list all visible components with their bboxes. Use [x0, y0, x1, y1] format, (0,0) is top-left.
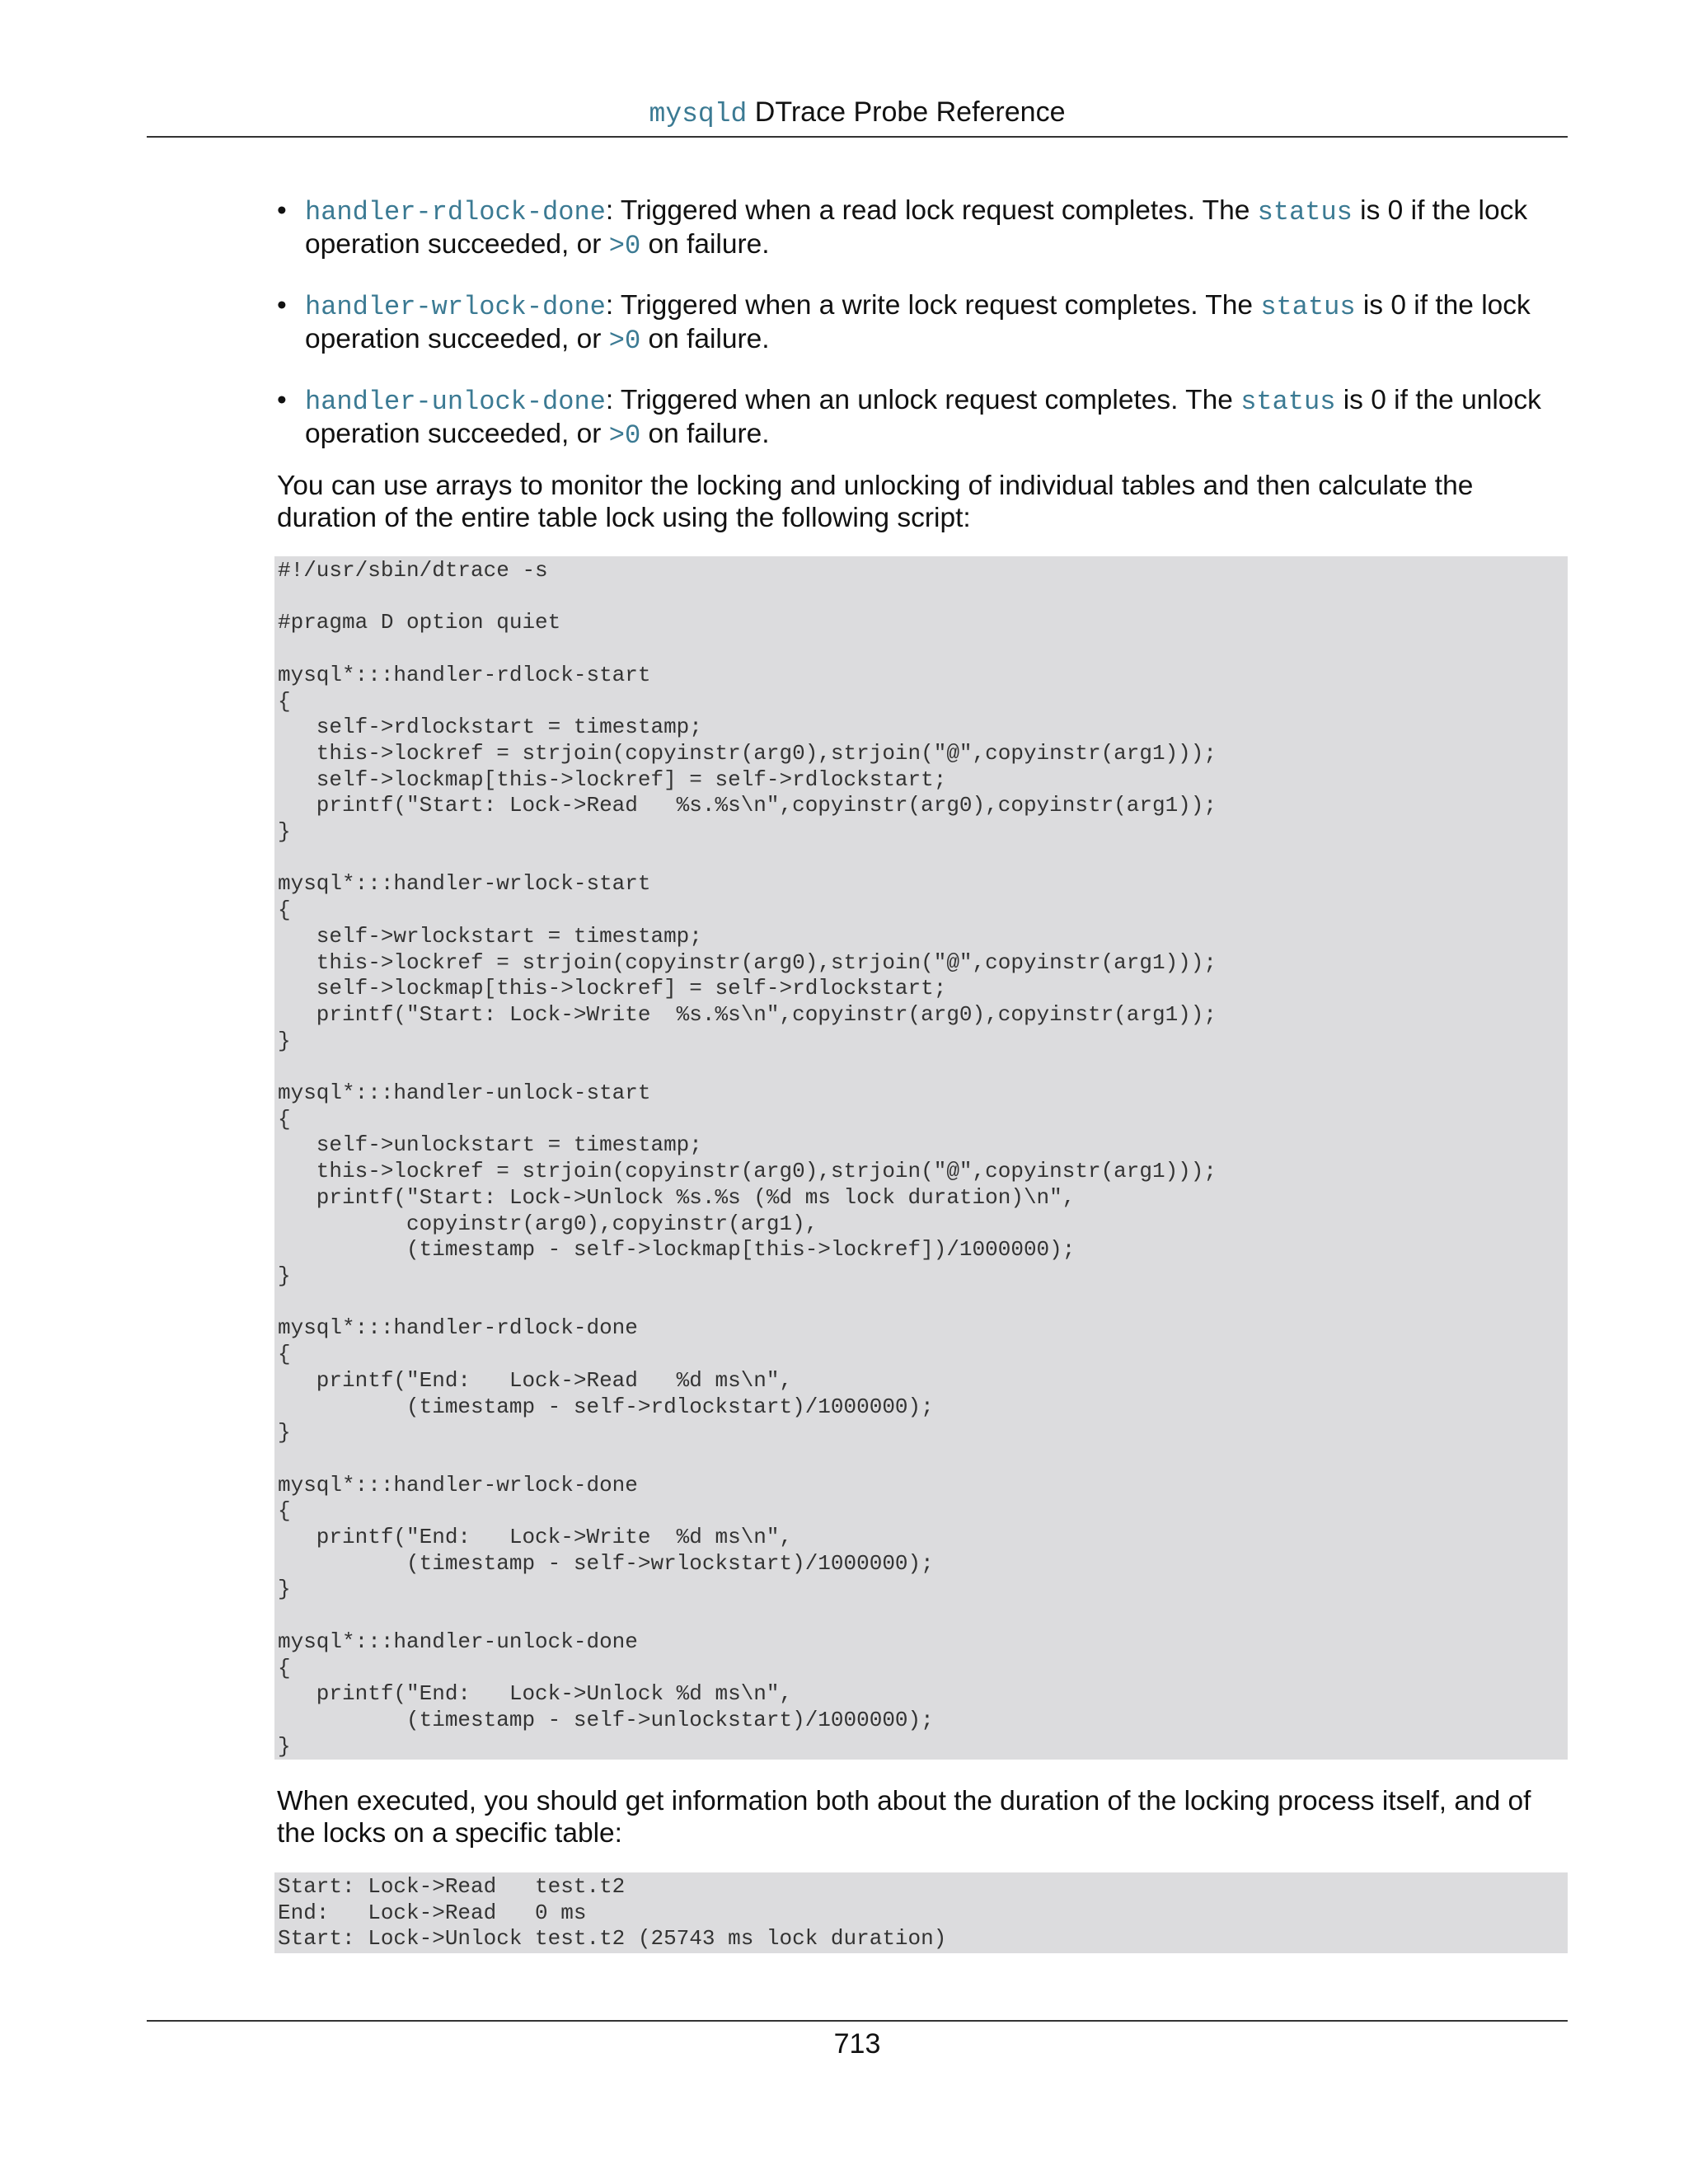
header-rule	[147, 136, 1568, 138]
probe-bullet-list	[277, 194, 1571, 479]
output-paragraph: When executed, you should get information both about the duration of the locking process itself, and of the locks on a specific table:	[277, 1786, 1531, 1849]
code-term: >0	[608, 420, 641, 451]
probe-name-link[interactable]: handler-wrlock-done	[305, 292, 606, 322]
bullet-text: : Triggered when an unlock request completes. The	[605, 385, 1241, 415]
intro-paragraph: You can use arrays to monitor the locking and unlocking of individual tables and then calculate the duration of the entire table lock using the following script:	[277, 471, 1474, 533]
probe-name-link[interactable]: handler-rdlock-done	[305, 197, 606, 227]
sample-output-code-block: Start: Lock->Read test.t2 End: Lock->Read 0 ms Start: Lock->Unlock test.t2 (25743 ms lock duration)	[274, 1872, 1568, 1953]
page-header	[147, 94, 1568, 133]
bullet-text: is 0 if the lock operation succeeded, or	[305, 195, 1528, 260]
bullet-text: : Triggered when a read lock request completes. The	[605, 195, 1258, 226]
bullet-text: on failure.	[640, 229, 770, 260]
header-title: DTrace Probe Reference	[747, 96, 1066, 128]
footer-rule	[147, 2020, 1568, 2022]
header-code-term: mysqld	[649, 99, 748, 129]
code-term: status	[1260, 292, 1356, 322]
code-term: >0	[608, 326, 641, 356]
page-number: 713	[833, 2028, 881, 2060]
code-term: status	[1257, 197, 1353, 227]
list-item	[277, 384, 1571, 452]
probe-name-link[interactable]: handler-unlock-done	[305, 387, 606, 417]
bullet-icon: •	[277, 385, 287, 415]
list-item	[277, 194, 1571, 262]
code-term: >0	[608, 231, 641, 261]
dtrace-script-code-block: #!/usr/sbin/dtrace -s #pragma D option quiet mysql*:::handler-rdlock-start { self->rdlockstart = timestamp; this->lockref = strjoin(copyinstr(arg0),strjoin("@",copyinstr(arg1))); self->lockmap[this->lockref] = self->rdlockstart; printf("Start: Lock->Read %s.%s\n",copyinstr(arg0),copyinstr(arg1)); } mysql*:::handler-wrlock-start { self->wrlockstart = timestamp; this->lockref = strjoin(copyinstr(arg0),strjoin("@",copyinstr(arg1))); self->lockmap[this->lockref] = self->rdlockstart; printf("Start: Lock->Write %s.%s\n",copyinstr(arg0),copyinstr(arg1)); } mysql*:::handler-unlock-start { self->unlockstart = timestamp; this->lockref = strjoin(copyinstr(arg0),strjoin("@",copyinstr(arg1))); printf("Start: Lock->Unlock %s.%s (%d ms lock duration)\n", copyinstr(arg0),copyinstr(arg1), (timestamp - self->lockmap[this->lockref])/1000000); } mysql*:::handler-rdlock-done { printf("End: Lock->Read %d ms\n", (timestamp - self->rdlockstart)/1000000); } mysql*:::handler-wrlock-done { printf("End: Lock->Write %d ms\n", (timestamp - self->wrlockstart)/1000000); } mysql*:::handler-unlock-done { printf("End: Lock->Unlock %d ms\n", (timestamp - self->unlockstart)/1000000); }	[274, 556, 1568, 1760]
bullet-text: is 0 if the lock operation succeeded, or	[305, 290, 1531, 354]
code-term: status	[1240, 387, 1336, 417]
bullet-text: on failure.	[640, 419, 770, 449]
bullet-text: on failure.	[640, 324, 770, 354]
bullet-text: is 0 if the unlock operation succeeded, or	[305, 385, 1541, 449]
bullet-icon: •	[277, 195, 287, 226]
bullet-icon: •	[277, 290, 287, 321]
list-item	[277, 289, 1571, 357]
bullet-text: : Triggered when a write lock request completes. The	[605, 290, 1261, 321]
